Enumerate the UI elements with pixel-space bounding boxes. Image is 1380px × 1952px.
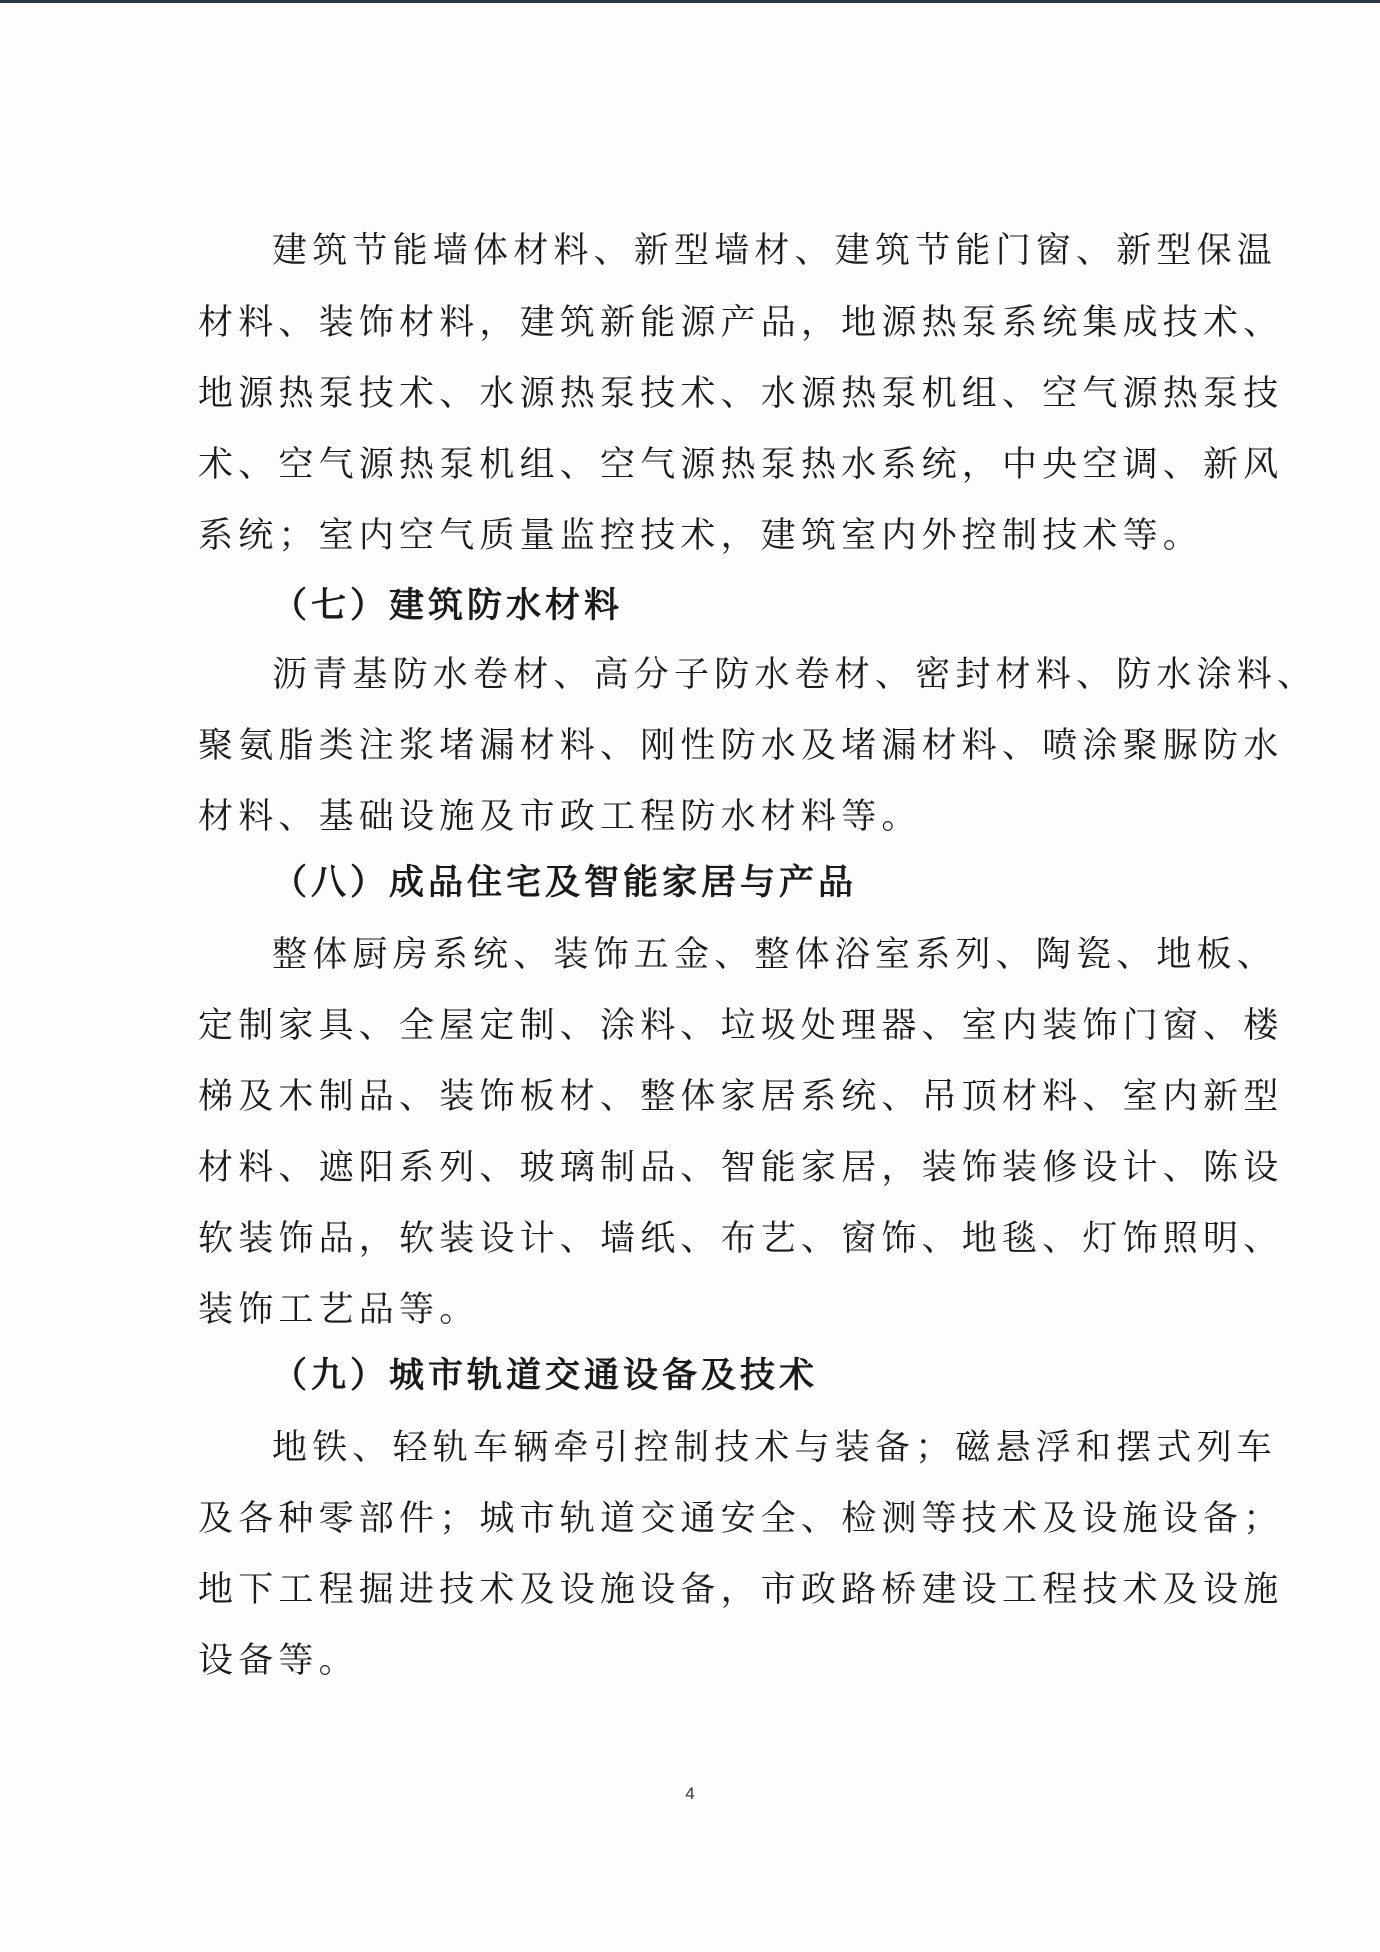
paragraph-line: 材料、装饰材料，建筑新能源产品，地源热泵系统集成技术、 [198,303,1284,343]
paragraph-line: 建筑节能墙体材料、新型墙材、建筑节能门窗、新型保温 [272,231,1278,271]
paragraph-line: 材料、遮阳系列、玻璃制品、智能家居，装饰装修设计、陈设 [198,1148,1284,1188]
section-heading-8: （八）成品住宅及智能家居与产品 [272,862,858,903]
paragraph-line: 及各种零部件；城市轨道交通安全、检测等技术及设施设备； [198,1499,1284,1539]
scan-top-edge [0,0,1380,3]
paragraph-line: 设备等。 [198,1641,359,1681]
paragraph-line: 聚氨脂类注浆堵漏材料、刚性防水及堵漏材料、喷涂聚脲防水 [198,726,1284,766]
paragraph-line: 地源热泵技术、水源热泵技术、水源热泵机组、空气源热泵技 [198,374,1284,414]
paragraph-line: 材料、基础设施及市政工程防水材料等。 [198,797,922,837]
paragraph-line: 软装饰品，软装设计、墙纸、布艺、窗饰、地毯、灯饰照明、 [198,1219,1284,1259]
paragraph-line: 术、空气源热泵机组、空气源热泵热水系统，中央空调、新风 [198,445,1284,485]
section-heading-9: （九）城市轨道交通设备及技术 [272,1355,819,1396]
section-heading-7: （七）建筑防水材料 [272,585,624,626]
paragraph-line: 定制家具、全屋定制、涂料、垃圾处理器、室内装饰门窗、楼 [198,1006,1284,1046]
paragraph-line: 装饰工艺品等。 [198,1290,480,1330]
paragraph-line: 梯及木制品、装饰板材、整体家居系统、吊顶材料、室内新型 [198,1077,1284,1117]
page-number: 4 [685,1784,695,1803]
paragraph-line: 沥青基防水卷材、高分子防水卷材、密封材料、防水涂料、 [272,655,1318,695]
paragraph-line: 地下工程掘进技术及设施设备，市政路桥建设工程技术及设施 [198,1570,1284,1610]
paragraph-line: 整体厨房系统、装饰五金、整体浴室系列、陶瓷、地板、 [272,935,1278,975]
paragraph-line: 地铁、轻轨车辆牵引控制技术与装备；磁悬浮和摆式列车 [272,1428,1278,1468]
paragraph-line: 系统；室内空气质量监控技术，建筑室内外控制技术等。 [198,516,1204,556]
